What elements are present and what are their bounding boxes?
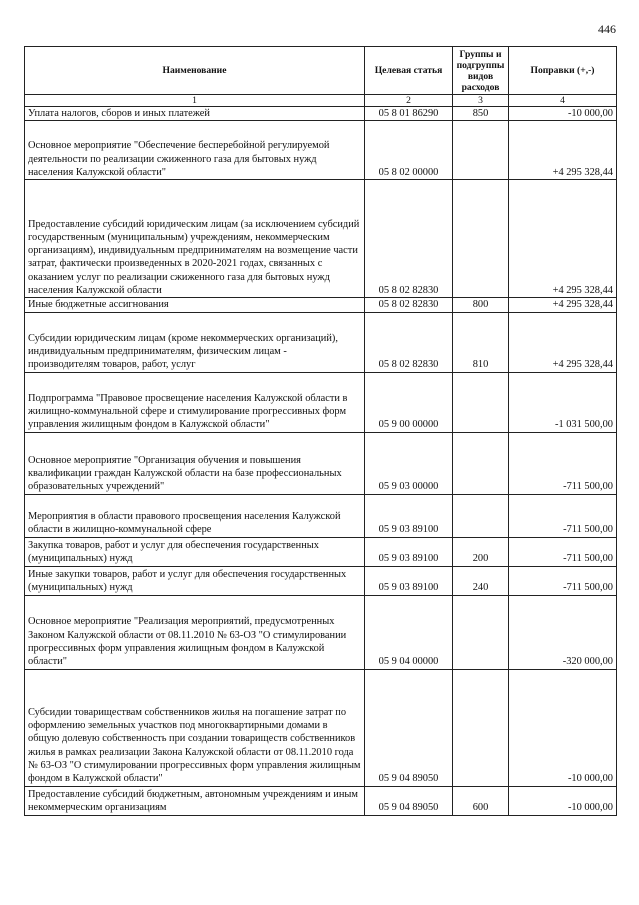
header-amendments: Поправки (+,-) [509,47,617,95]
table-row [25,566,617,595]
row-name: Закупка товаров, работ и услуг для обеспечения государственных (муниципальных) нужд [25,537,365,566]
row-name: Субсидии юридическим лицам (кроме некоммерческих организаций), индивидуальным предпринимателям, физическим лицам - производителям товаров, работ, услуг [25,312,365,372]
row-amount: +4 295 328,44 [509,121,617,180]
row-group [453,494,509,537]
row-target-code: 05 9 00 00000 [365,372,453,432]
row-group: 850 [453,107,509,121]
row-group [453,180,509,298]
table-row [25,669,617,786]
row-target-code: 05 9 04 89050 [365,786,453,815]
row-amount: -320 000,00 [509,595,617,669]
row-name: Уплата налогов, сборов и иных платежей [25,107,365,121]
row-group [453,432,509,494]
row-name: Предоставление субсидий бюджетным, автономным учреждениям и иным некоммерческим организациям [25,786,365,815]
table-row [25,372,617,432]
budget-table [24,46,617,816]
table-header-row [25,47,617,95]
table-row [25,494,617,537]
table-row [25,537,617,566]
column-number: 4 [509,95,617,107]
row-target-code: 05 9 03 89100 [365,494,453,537]
row-group [453,121,509,180]
row-target-code: 05 8 02 82830 [365,298,453,312]
row-target-code: 05 9 04 89050 [365,669,453,786]
row-target-code: 05 9 03 00000 [365,432,453,494]
row-name: Подпрограмма "Правовое просвещение населения Калужской области в жилищно-коммунальной сфере и стимулирование прогрессивных форм управления жилищным фондом в Калужской области" [25,372,365,432]
table-row [25,786,617,815]
column-number: 2 [365,95,453,107]
row-amount: +4 295 328,44 [509,180,617,298]
header-target: Целевая статья [365,47,453,95]
row-group [453,669,509,786]
header-groups: Группы и подгруппы видов расходов [453,47,509,95]
row-group: 200 [453,537,509,566]
row-name: Основное мероприятие "Организация обучения и повышения квалификации граждан Калужской области на базе профессиональных образовательных учреждений" [25,432,365,494]
row-target-code: 05 8 02 82830 [365,180,453,298]
table-row [25,312,617,372]
row-name: Мероприятия в области правового просвещения населения Калужской области в жилищно-коммунальной сфере [25,494,365,537]
row-target-code: 05 8 02 82830 [365,312,453,372]
table-row [25,180,617,298]
page-number: 446 [598,22,616,36]
row-amount: +4 295 328,44 [509,298,617,312]
row-amount: -1 031 500,00 [509,372,617,432]
table-row [25,595,617,669]
column-number: 1 [25,95,365,107]
row-group [453,595,509,669]
row-amount: -711 500,00 [509,494,617,537]
row-name: Иные закупки товаров, работ и услуг для обеспечения государственных (муниципальных) нужд [25,566,365,595]
row-group: 800 [453,298,509,312]
table-row [25,298,617,312]
table-row [25,107,617,121]
row-name: Предоставление субсидий юридическим лицам (за исключением субсидий государственным (муниципальным) учреждениям, некоммерческим организациям), индивидуальным предпринимателям на возмещение части затрат, фактически произведенных в 2020-2021 годах, связанных с оказанием услуг по реализации сжиженного газа для бытовых нужд населения Калужской области [25,180,365,298]
row-group: 600 [453,786,509,815]
row-target-code: 05 8 02 00000 [365,121,453,180]
row-amount: -711 500,00 [509,537,617,566]
row-amount: -10 000,00 [509,107,617,121]
row-target-code: 05 9 03 89100 [365,566,453,595]
row-amount: -10 000,00 [509,786,617,815]
row-name: Основное мероприятие "Реализация мероприятий, предусмотренных Законом Калужской области от 08.11.2010 № 63-ОЗ "О стимулировании прогрессивных форм управления жилищным фондом в Калужской области" [25,595,365,669]
row-amount: -10 000,00 [509,669,617,786]
row-group: 240 [453,566,509,595]
header-name: Наименование [25,47,365,95]
row-amount: +4 295 328,44 [509,312,617,372]
table-row [25,121,617,180]
row-name: Иные бюджетные ассигнования [25,298,365,312]
row-target-code: 05 8 01 86290 [365,107,453,121]
column-number-row [25,95,617,107]
row-target-code: 05 9 03 89100 [365,537,453,566]
row-name: Основное мероприятие "Обеспечение бесперебойной регулируемой деятельности по реализации сжиженного газа для бытовых нужд населения Калужской области" [25,121,365,180]
table-row [25,432,617,494]
row-group: 810 [453,312,509,372]
row-amount: -711 500,00 [509,432,617,494]
row-name: Субсидии товариществам собственников жилья на погашение затрат по оформлению земельных участков под многоквартирными домами в общую долевую собственность при создании товариществ собственников жилья в рамках реализации Закона Калужской области от 08.11.2010 года № 63-ОЗ "О стимулировании прогрессивных форм управления жилищным фондом в Калужской области" [25,669,365,786]
row-group [453,372,509,432]
column-number: 3 [453,95,509,107]
row-amount: -711 500,00 [509,566,617,595]
row-target-code: 05 9 04 00000 [365,595,453,669]
